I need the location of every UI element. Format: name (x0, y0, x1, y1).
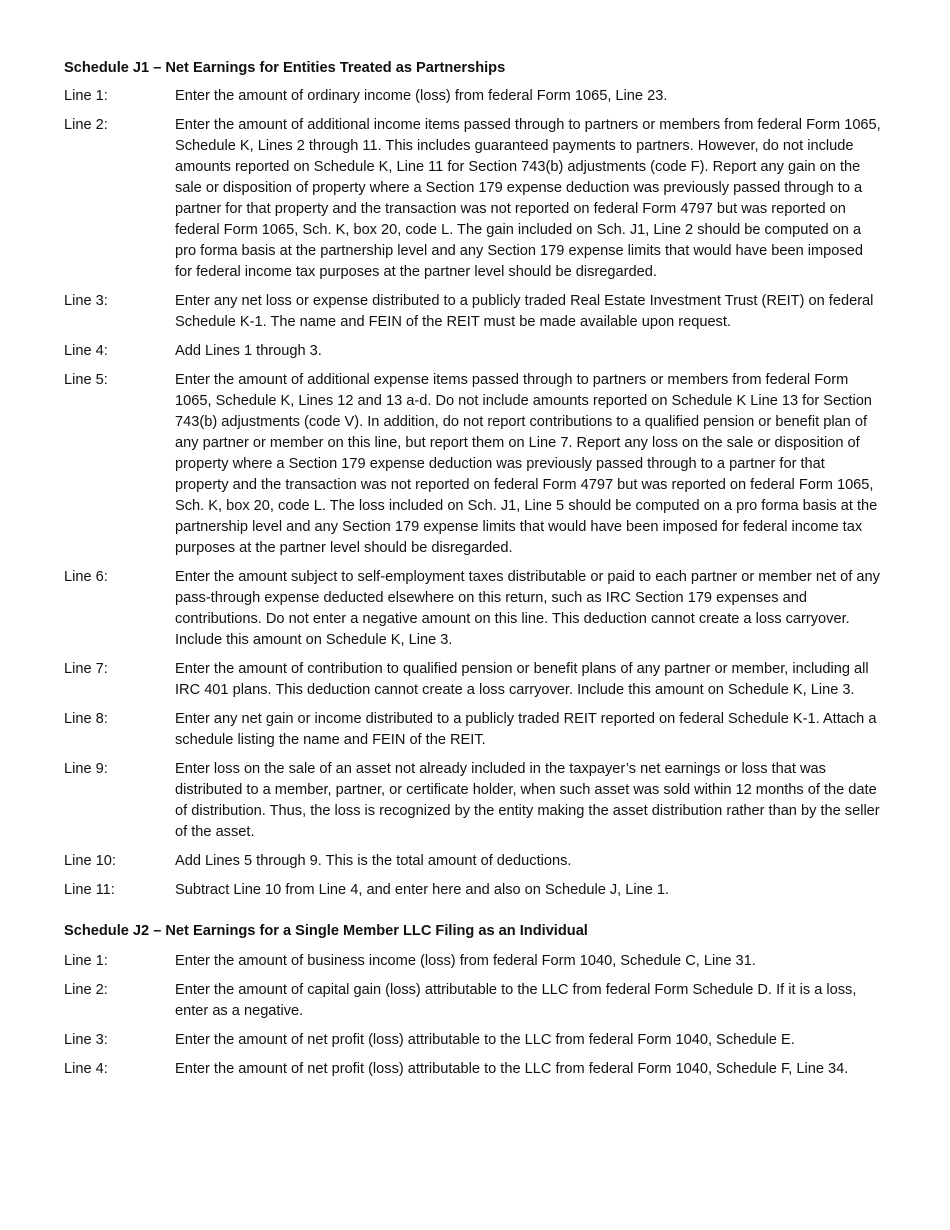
j1-line-5 (64, 370, 882, 559)
line-instruction: Subtract Line 10 from Line 4, and enter here and also on Schedule J, Line 1. (175, 882, 670, 898)
schedule-j2-section (64, 921, 882, 1080)
j2-line-4 (64, 1059, 882, 1080)
line-instruction: Enter the amount of capital gain (loss) attributable to the LLC from federal Form Schedule D. If it is a loss, enter as a negative. (175, 982, 857, 1019)
j1-line-3 (64, 291, 882, 333)
line-instruction: Enter the amount of net profit (loss) attributable to the LLC from federal Form 1040, Schedule F, Line 34. (175, 1061, 849, 1077)
schedule-j1-title: Schedule J1 – Net Earnings for Entities Treated as Partnerships (64, 60, 506, 76)
line-label: Line 10: (64, 853, 116, 869)
line-label: Line 3: (64, 1032, 108, 1048)
line-instruction: Enter the amount of business income (loss) from federal Form 1040, Schedule C, Line 31. (175, 953, 756, 969)
line-label: Line 4: (64, 1061, 108, 1077)
line-label: Line 2: (64, 117, 108, 133)
schedule-j2-title: Schedule J2 – Net Earnings for a Single Member LLC Filing as an Individual (64, 923, 588, 939)
line-label: Line 4: (64, 343, 108, 359)
line-instruction: Add Lines 5 through 9. This is the total amount of deductions. (175, 853, 572, 869)
line-instruction: Enter the amount of net profit (loss) attributable to the LLC from federal Form 1040, Schedule E. (175, 1032, 795, 1048)
line-label: Line 9: (64, 761, 108, 777)
j1-line-2 (64, 115, 882, 283)
j1-line-10 (64, 851, 882, 872)
line-instruction: Enter any net gain or income distributed to a publicly traded REIT reported on federal Schedule K-1. Attach a schedule listing the name and FEIN of the REIT. (175, 711, 877, 748)
document-page (64, 58, 882, 1080)
line-label: Line 11: (64, 882, 115, 898)
j1-line-4 (64, 341, 882, 362)
line-instruction: Enter loss on the sale of an asset not already included in the taxpayer’s net earnings or loss that was distributed to a member, partner, or certificate holder, when such asset was sold within 12 months of the date of distribution. Thus, the loss is recognized by the entity making the asset distribution rather than by the seller of the asset. (175, 761, 880, 840)
line-instruction: Add Lines 1 through 3. (175, 343, 322, 359)
line-label: Line 7: (64, 661, 108, 677)
line-instruction: Enter the amount of additional expense items passed through to partners or members from federal Form 1065, Schedule K, Lines 12 and 13 a-d. Do not include amounts reported on Schedule K Line 13 for Section 743(b) adjustments (code V). In addition, do not report contributions to a qualified pension or benefit plan of any partner or member on this line, but report them on Line 7. Report any loss on the sale or disposition of property where a Section 179 expense deduction was previously passed through to a partner for that property and the transaction was not reported on federal Form 4797 but was reported on federal Form 1065, Sch. K, box 20, code L. The loss included on Sch. J1, Line 5 should be computed on a pro forma basis at the partnership level and any Section 179 expense limits that would have been imposed for federal income tax purposes at the partner level should be disregarded. (175, 372, 878, 556)
j1-line-9 (64, 759, 882, 843)
line-label: Line 1: (64, 953, 108, 969)
line-instruction: Enter the amount of additional income items passed through to partners or members from federal Form 1065, Schedule K, Lines 2 through 11. This includes guaranteed payments to partners. However, do not include amounts reported on Schedule K, Line 11 for Section 743(b) adjustments (code F). Report any gain on the sale or disposition of property where a Section 179 expense deduction was previously passed through to a partner for that property and the transaction was not reported on federal Form 4797 but was reported on federal Form 1065, Sch. K, box 20, code L. The gain included on Sch. J1, Line 2 should be computed on a pro forma basis at the partnership level and any Section 179 expense limits that would have been imposed for federal income tax purposes at the partner level should be disregarded. (175, 117, 881, 280)
line-label: Line 2: (64, 982, 108, 998)
j1-line-6 (64, 567, 882, 651)
line-label: Line 8: (64, 711, 108, 727)
j2-line-2 (64, 980, 882, 1022)
j2-line-1 (64, 951, 882, 972)
j1-line-7 (64, 659, 882, 701)
line-instruction: Enter the amount of ordinary income (loss) from federal Form 1065, Line 23. (175, 88, 668, 104)
j2-line-3 (64, 1030, 882, 1051)
line-instruction: Enter the amount of contribution to qualified pension or benefit plans of any partner or member, including all IRC 401 plans. This deduction cannot create a loss carryover. Include this amount on Schedule K, Line 3. (175, 661, 869, 698)
j1-line-11 (64, 880, 882, 901)
line-label: Line 1: (64, 88, 108, 104)
line-label: Line 5: (64, 372, 108, 388)
line-instruction: Enter the amount subject to self-employment taxes distributable or paid to each partner or member net of any pass-through expense deducted elsewhere on this return, such as IRC Section 179 expenses and contributions. Do not enter a negative amount on this line. This deduction cannot create a loss carryover. Include this amount on Schedule K, Line 3. (175, 569, 880, 648)
schedule-j1-section (64, 58, 882, 901)
line-label: Line 3: (64, 293, 108, 309)
j1-line-8 (64, 709, 882, 751)
line-label: Line 6: (64, 569, 108, 585)
j1-line-1 (64, 86, 882, 107)
line-instruction: Enter any net loss or expense distributed to a publicly traded Real Estate Investment Trust (REIT) on federal Schedule K-1. The name and FEIN of the REIT must be made available upon request. (175, 293, 874, 330)
